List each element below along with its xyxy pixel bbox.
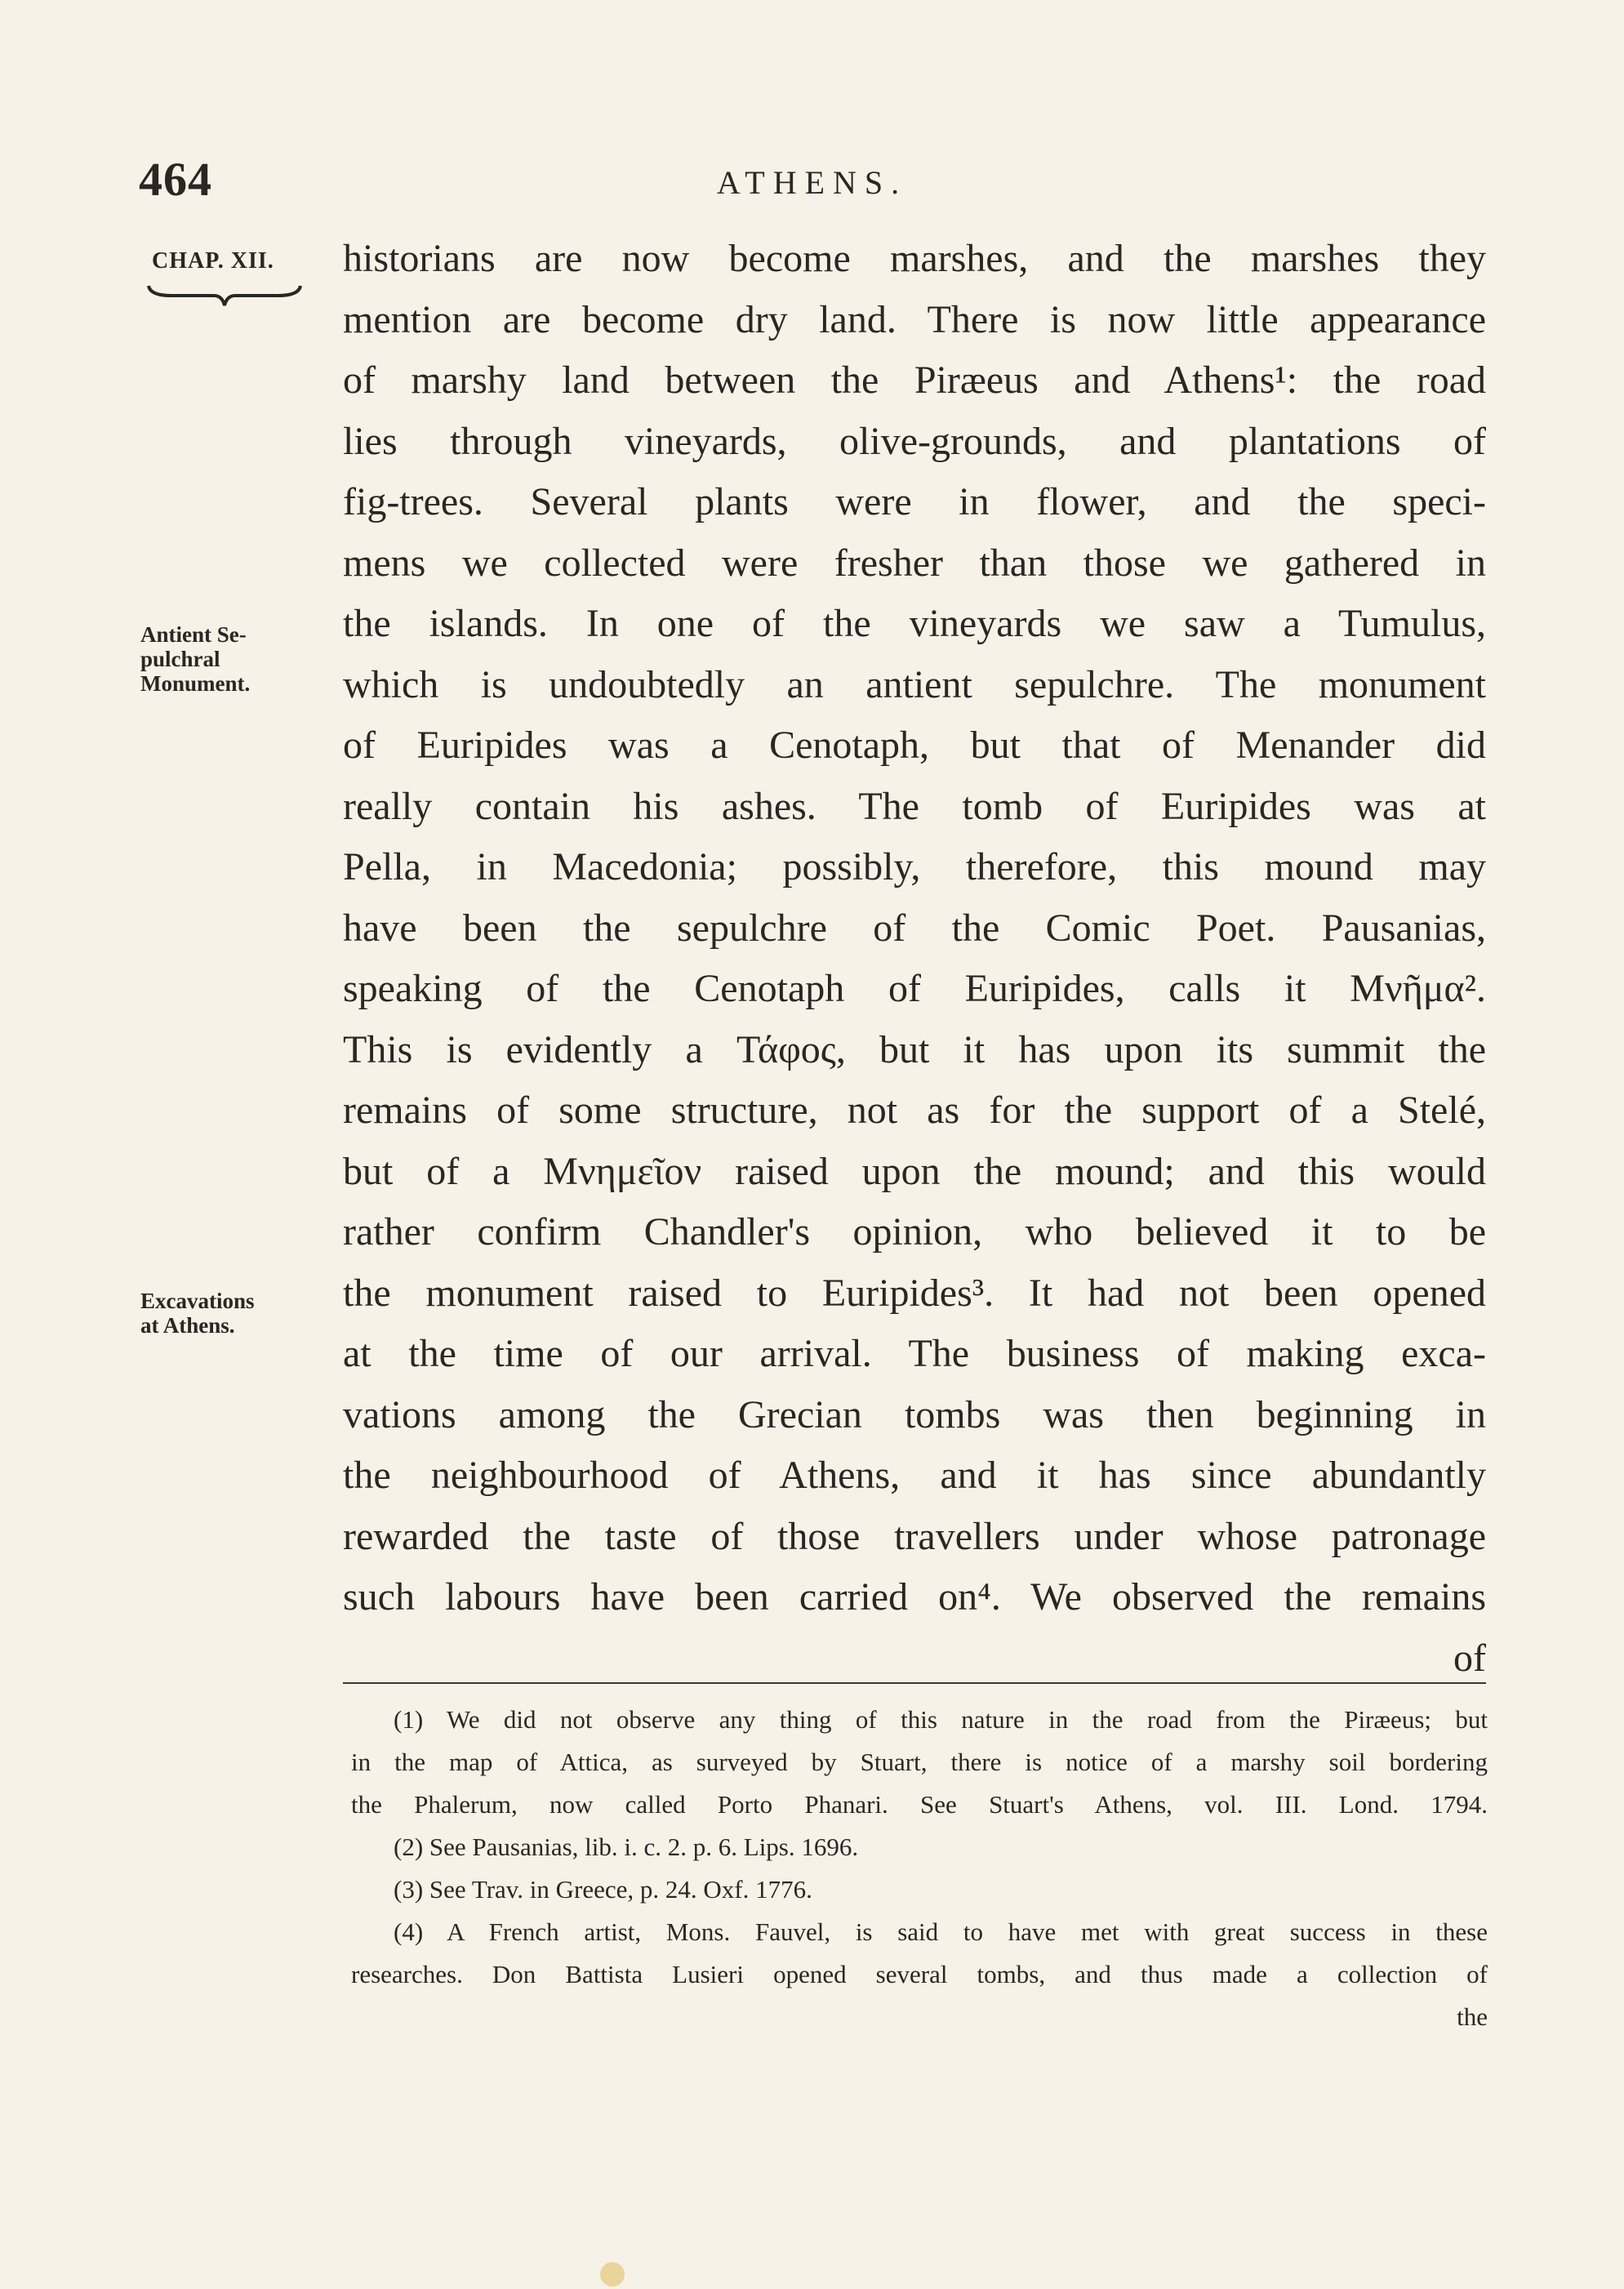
body-line: mens we collected were fresher than those we gathered in <box>343 541 1486 585</box>
body-line: mention are become dry land. There is now little appearance <box>343 297 1486 341</box>
body-line: the neighbourhood of Athens, and it has since abundantly <box>343 1454 1486 1497</box>
body-line: This is evidently a Τάφος, but it has upon its summit the <box>343 1027 1486 1071</box>
body-line: of Euripides was a Cenotaph, but that of Menander did <box>343 724 1486 767</box>
footnote-line: (1) We did not observe any thing of this nature in the road from the Piræeus; but <box>394 1705 1488 1734</box>
footnote-line: (4) A French artist, Mons. Fauvel, is said to have met with great success in these <box>394 1917 1488 1946</box>
footnote-rule <box>343 1682 1486 1684</box>
footnote-line: (3) See Trav. in Greece, p. 24. Oxf. 1776. <box>394 1875 812 1904</box>
paper-stain <box>600 2262 625 2287</box>
sidenote-line: Excavations <box>140 1289 255 1313</box>
sidenote-line: Monument. <box>140 671 251 696</box>
footnote-catchword: the <box>1457 2002 1488 2031</box>
footnote-3 <box>351 1868 1488 1911</box>
body-line: rather confirm Chandler's opinion, who believed it to be <box>343 1210 1486 1254</box>
body-line: of marshy land between the Piræeus and Athens¹: the road <box>343 358 1486 402</box>
sidenote-excavations <box>140 1289 304 1338</box>
body-line: vations among the Grecian tombs was then beginning in <box>343 1392 1486 1436</box>
sidenote-sepulchral-monument <box>140 622 304 696</box>
body-line: at the time of our arrival. The business of making exca- <box>343 1332 1486 1375</box>
body-line: rewarded the taste of those travellers under whose patronage <box>343 1514 1486 1558</box>
body-line: such labours have been carried on⁴. We observed the remains <box>343 1575 1486 1619</box>
chapter-brace-ornament <box>147 278 302 310</box>
body-line: have been the sepulchre of the Comic Poet. Pausanias, <box>343 906 1486 950</box>
body-line: which is undoubtedly an antient sepulchre. The monument <box>343 662 1486 706</box>
sidenote-line: pulchral <box>140 647 220 671</box>
body-line: Pella, in Macedonia; possibly, therefore, this mound may <box>343 845 1486 888</box>
body-line: but of a Μνημεῖον raised upon the mound; and this would <box>343 1149 1486 1193</box>
footnote-1 <box>351 1699 1488 1826</box>
footnote-line: (2) See Pausanias, lib. i. c. 2. p. 6. Lips. 1696. <box>394 1833 859 1861</box>
footnote-line: researches. Don Battista Lusieri opened several tombs, and thus made a collection of <box>351 1960 1488 1988</box>
body-line: speaking of the Cenotaph of Euripides, calls it Μνῆμα². <box>343 967 1486 1010</box>
body-line: historians are now become marshes, and the marshes they <box>343 237 1486 280</box>
body-text <box>343 229 1486 1689</box>
body-line: fig-trees. Several plants were in flower, and the speci- <box>343 480 1486 523</box>
body-line: the monument raised to Euripides³. It had not been opened <box>343 1271 1486 1315</box>
body-line: remains of some structure, not as for the support of a Stelé, <box>343 1089 1486 1132</box>
footnote-4 <box>351 1911 1488 1996</box>
footnotes <box>351 1699 1488 2038</box>
sidenote-line: Antient Se- <box>140 622 247 647</box>
body-line: really contain his ashes. The tomb of Euripides was at <box>343 784 1486 828</box>
sidenote-line: at Athens. <box>140 1313 235 1338</box>
footnote-line: the Phalerum, now called Porto Phanari. See Stuart's Athens, vol. III. Lond. 1794. <box>351 1790 1488 1819</box>
running-head: ATHENS. <box>716 164 908 201</box>
footnote-line: in the map of Attica, as surveyed by Stuart, there is notice of a marshy soil bordering <box>351 1748 1488 1776</box>
page-number: 464 <box>139 153 212 206</box>
footnote-2 <box>351 1826 1488 1868</box>
body-catchword: of <box>1453 1636 1486 1680</box>
body-line: the islands. In one of the vineyards we saw a Tumulus, <box>343 602 1486 645</box>
chapter-label: CHAP. XII. <box>152 248 274 274</box>
body-line: lies through vineyards, olive-grounds, and plantations of <box>343 419 1486 463</box>
